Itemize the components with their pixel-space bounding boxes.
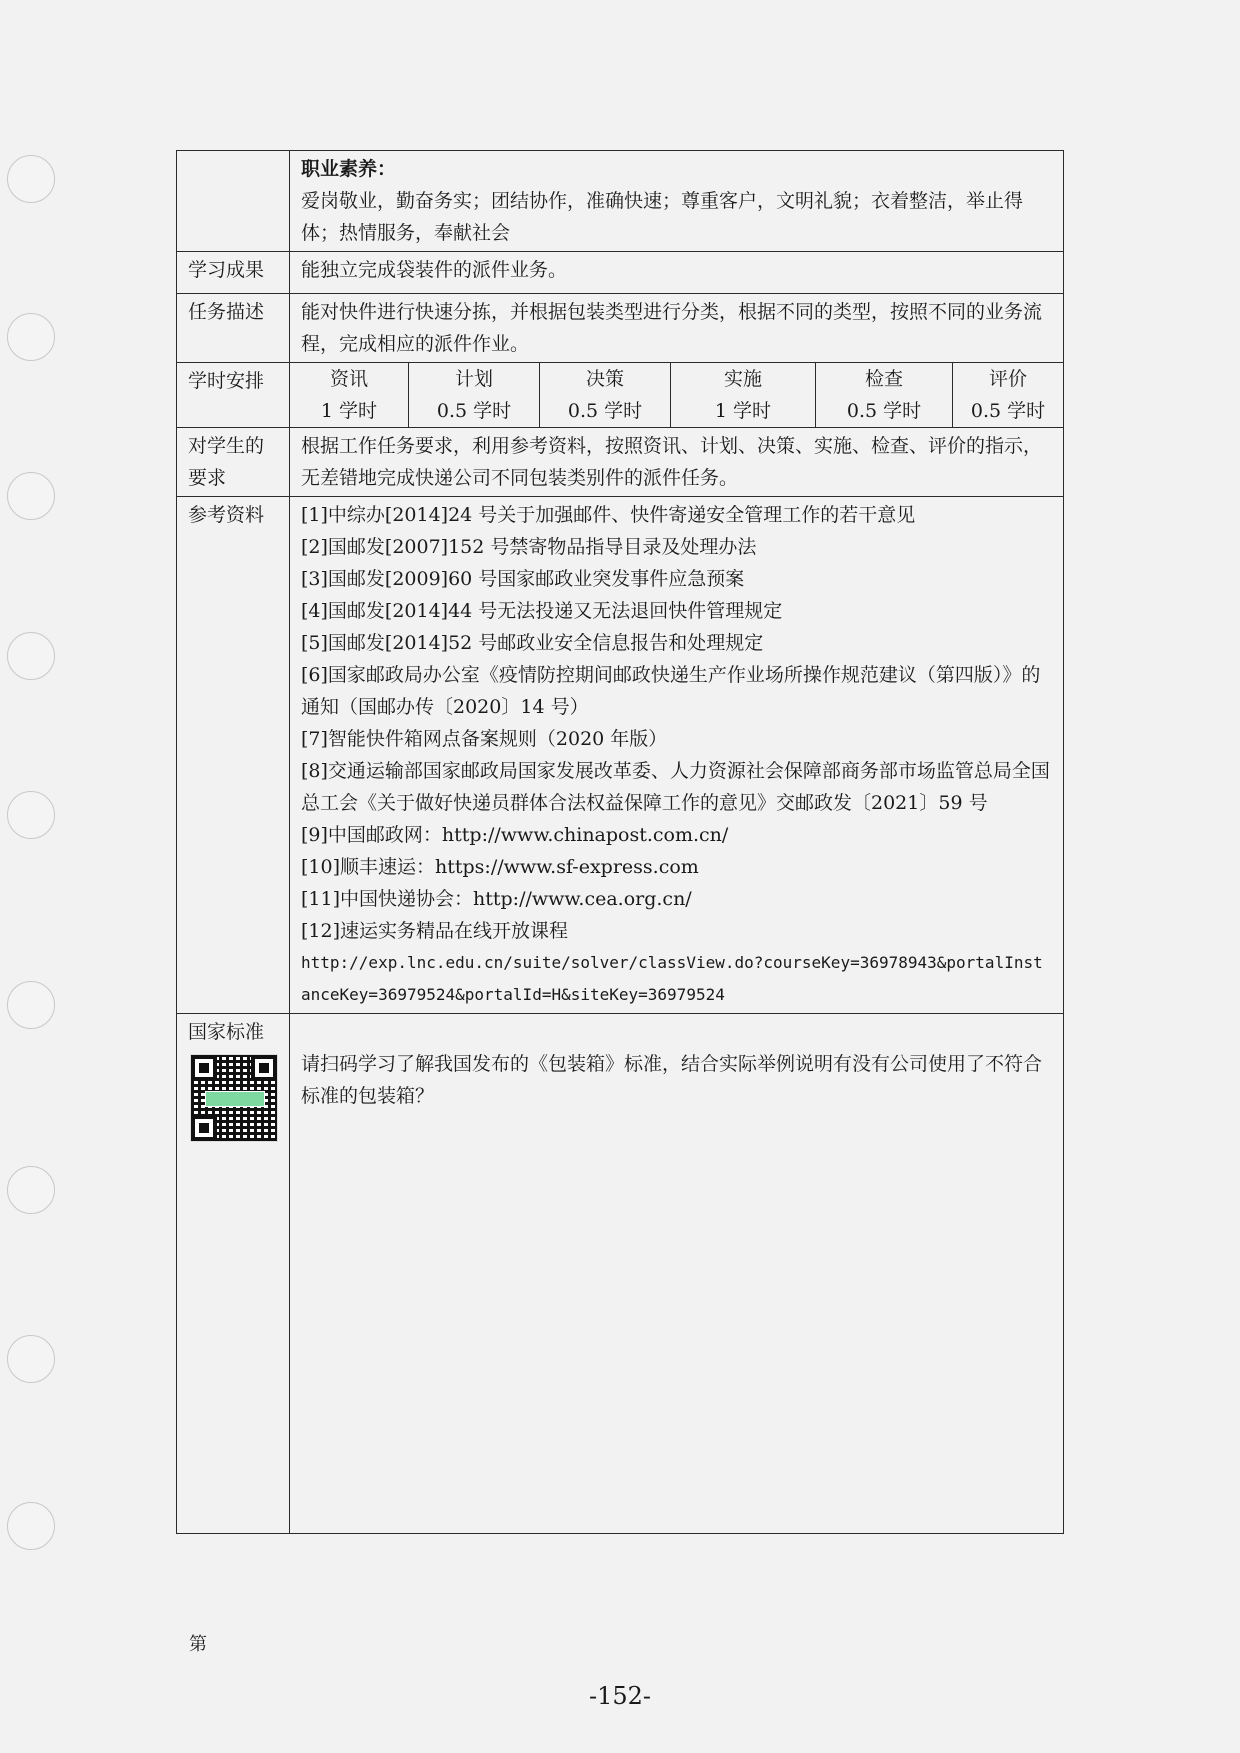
schedule-item <box>290 363 409 427</box>
schedule-item-hours: 0.5 学时 <box>970 400 1046 422</box>
reference-item: [2]国邮发[2007]152 号禁寄物品指导目录及处理办法 <box>301 536 757 558</box>
reference-item: [7]智能快件箱网点备案规则（2020 年版） <box>301 728 668 750</box>
reference-item: [3]国邮发[2009]60 号国家邮政业突发事件应急预案 <box>301 568 745 590</box>
reference-item: [9]中国邮政网：http://www.chinapost.com.cn/ <box>301 824 729 846</box>
reference-item: [4]国邮发[2014]44 号无法投递又无法退回快件管理规定 <box>301 600 783 622</box>
schedule-item-hours: 1 学时 <box>714 400 772 422</box>
references-cell <box>290 497 1064 1014</box>
qr-finder <box>251 1055 277 1081</box>
binder-hole <box>7 632 55 680</box>
binder-hole <box>7 155 55 203</box>
schedule-item <box>540 363 671 427</box>
row-schedule <box>177 363 1064 428</box>
standard-text: 请扫码学习了解我国发布的《包装箱》标准，结合实际举例说明有没有公司使用了不符合标准的包装箱？ <box>301 1053 1043 1107</box>
schedule-item <box>953 363 1064 427</box>
requirements-text: 根据工作任务要求，利用参考资料，按照资讯、计划、决策、实施、检查、评价的指示，无差错地完成快递公司不同包装类别件的派件任务。 <box>290 428 1064 497</box>
schedule-item-hours: 0.5 学时 <box>436 400 512 422</box>
schedule-item-name: 实施 <box>723 368 762 390</box>
task-label: 任务描述 <box>177 294 290 363</box>
schedule-item-name: 检查 <box>864 368 903 390</box>
schedule-item <box>816 363 953 427</box>
qr-finder <box>191 1115 217 1141</box>
row-literacy <box>177 151 1064 252</box>
task-text: 能对快件进行快速分拣，并根据包装类型进行分类，根据不同的类型，按照不同的业务流程，完成相应的派件作业。 <box>290 294 1064 363</box>
schedule-item <box>671 363 816 427</box>
reference-item: [8]交通运输部国家邮政局国家发展改革委、人力资源社会保障部商务部市场监管总局全国总工会《关于做好快递员群体合法权益保障工作的意见》交邮政发〔2021〕59 号 <box>301 760 1050 814</box>
schedule-label: 学时安排 <box>177 363 290 428</box>
schedule-item-hours: 0.5 学时 <box>567 400 643 422</box>
binder-hole <box>7 472 55 520</box>
reference-item: [10]顺丰速运：https://www.sf-express.com <box>301 856 699 878</box>
binder-hole <box>7 981 55 1029</box>
binder-hole <box>7 1502 55 1550</box>
schedule-item-name: 决策 <box>585 368 624 390</box>
reference-item: [6]国家邮政局办公室《疫情防控期间邮政快递生产作业场所操作规范建议（第四版）》的通知（国邮办传〔2020〕14 号） <box>301 664 1041 718</box>
row-references <box>177 497 1064 1014</box>
reference-item: [5]国邮发[2014]52 号邮政业安全信息报告和处理规定 <box>301 632 764 654</box>
reference-item: [1]中综办[2014]24 号关于加强邮件、快件寄递安全管理工作的若干意见 <box>301 504 916 526</box>
page-number: -152- <box>588 1682 652 1710</box>
schedule-cell <box>290 363 1064 428</box>
reference-item: [12]速运实务精品在线开放课程 <box>301 920 569 942</box>
footer-di: 第 <box>189 1634 207 1655</box>
literacy-text: 爱岗敬业，勤奋务实；团结协作，准确快速；尊重客户，文明礼貌；衣着整洁，举止得体；热情服务，奉献社会 <box>301 190 1024 244</box>
literacy-content-cell <box>290 151 1064 252</box>
binder-hole <box>7 1335 55 1383</box>
reference-item: [11]中国快递协会：http://www.cea.org.cn/ <box>301 888 692 910</box>
references-label: 参考资料 <box>177 497 290 1014</box>
qr-logo-tag <box>205 1091 265 1107</box>
standard-label-cell <box>177 1014 290 1534</box>
qr-finder <box>191 1055 217 1081</box>
row-task <box>177 294 1064 363</box>
schedule-item <box>409 363 540 427</box>
literacy-label-cell <box>177 151 290 252</box>
qr-code-icon[interactable] <box>190 1054 278 1142</box>
schedule-item-hours: 0.5 学时 <box>846 400 922 422</box>
schedule-item-name: 计划 <box>454 368 493 390</box>
row-requirements <box>177 428 1064 497</box>
literacy-heading: 职业素养： <box>301 158 397 180</box>
binder-hole <box>7 1166 55 1214</box>
task-table <box>176 150 1064 1534</box>
row-standard <box>177 1014 1064 1534</box>
outcome-label: 学习成果 <box>177 252 290 294</box>
standard-label: 国家标准 <box>188 1021 265 1043</box>
standard-content-cell <box>290 1014 1064 1534</box>
binder-hole <box>7 791 55 839</box>
schedule-item-name: 评价 <box>988 368 1027 390</box>
course-url-link[interactable]: http://exp.lnc.edu.cn/suite/solver/classView.do?courseKey=36978943&portalInstanceKey=36979524&portalId=H&siteKey=36979524 <box>301 953 1043 1004</box>
requirements-label: 对学生的要求 <box>177 428 290 497</box>
schedule-table <box>290 363 1063 427</box>
outcome-text: 能独立完成袋装件的派件业务。 <box>290 252 1064 294</box>
schedule-item-name: 资讯 <box>329 368 368 390</box>
schedule-item-hours: 1 学时 <box>320 400 378 422</box>
row-outcome <box>177 252 1064 294</box>
binder-hole <box>7 313 55 361</box>
